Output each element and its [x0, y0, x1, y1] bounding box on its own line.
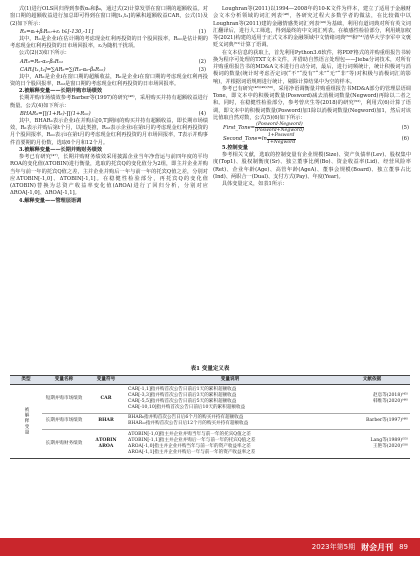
equation-number: (1)	[198, 28, 206, 35]
paragraph: 参考相关文献，选取的控制变量有企业规模(Size)、资产负债率(Lev)、股权集中度(Top1)、股权制衡度(Sr)、独立董事比例(Bo)、资金收益率(Lid)、经营风险率(Ret)、企业年龄(Age)、高管年龄(AgeA)、董事会规模(Board)、独立董事占比(Ind)、两职合一(Dual)、支付方式(Pay)、年度(Year)。	[213, 152, 411, 180]
table-caption: 表1 变量定义表	[190, 366, 230, 372]
variable-symbol-cell: BHAR	[86, 413, 126, 429]
paragraph: 其中，BHARᵢₜ表示企业i在并购后[0,T]期间的购买并持有超额收益，即长期市场绩效，Rᵢₜ表示并购后第t个月，以此类推，Rₘₜ表示企业i在第t月的考虑现金红利再投资的月个股回报率，Rₘₜ表示i在第t月的考虑现金红利再投资的月市场回报率，T表示并购事件首要期的月份数，选取6个月和12个月。	[10, 117, 208, 146]
equation	[10, 58, 208, 66]
paragraph: 参考已有研究⁽⁴⁷⁾，长期并购财务绩效采用披露企业当年净营运与前四年度的平均ROA的变化值(ΔTOBIN)进行衡量，选取的托宾Q的变化值分为2组，即主并企业并购当年与前一年的托宾Q值之差，主并企业并购后一年与前一年的托宾Q值之差，分别对应ΔTOBIN[-1,0]、ΔTOBIN[-1,1]。在稳健性检验部分，再托宾Q的变化值(ΔTOBIN)替换为总资产收益率变化值(ΔROA)进行了回归分析，分别对应ΔROA[-1,0]、ΔROA[-1,1]。	[10, 154, 208, 197]
paragraph: 公式(2)(3)如下所示：	[18, 50, 70, 57]
section-heading: 4.解释变量——管理层语调	[18, 197, 82, 204]
equation-number: (2)	[198, 58, 206, 65]
table-header-cell: 变量符号	[86, 376, 126, 385]
equation-number: (3)	[198, 66, 206, 73]
variable-description-cell: ΔTOBIN[-1,0]指主并企业并购当年与前一年的托宾Q值之差 ΔTOBIN[-1,1]指主并企业并购后一年与前一年的托宾Q值之差 ΔROA[-1,0]指主并企业并购当年与前一年的资产收益率之差 ΔROA[-1,1]指主并企业并购后一年与前一年的资产收益率之差	[126, 430, 334, 459]
fraction	[267, 133, 296, 144]
table-header-cell: 文献依据	[334, 376, 410, 385]
section-heading: 3.被解释变量——长期并购财务绩效	[18, 146, 103, 153]
equation-number: (5)	[401, 124, 409, 131]
table-header-cell: 变量说明	[126, 376, 334, 385]
paragraph: 式(1)进行OLS回归得到参数α₀和β₀，通过式(2)计算发票在窗口期的超额收益。对窗口期的超额收益进行加总即可得到在窗口期[t₁,t₂]的累积超额收益CAR，公式(1)及(2)如下所示：	[10, 6, 208, 27]
equation-body: CARᵢ[t₁,t₂]=∑ARᵢₜ=∑(Rᵢₜ-α₀-β₀Rₘₜ)	[20, 66, 106, 73]
paragraph: 其中，Rᵢₜ是企业i在估计期的考虑现金红利再投资的日个股回报率，Rₘₜ是估计期的考虑现金红利再投资的日市场回报率，εᵢ为随机干扰项。	[10, 35, 208, 49]
fraction	[255, 122, 304, 133]
equation-body: ARᵢₜ=Rᵢₜ-α₀-β₀Rₘₜ	[20, 58, 64, 65]
type-cell: 被解释变量	[10, 385, 42, 459]
paragraph: 参考已有研究⁽⁴⁸⁾⁽⁴⁹⁾⁽⁵⁰⁾，采用净语调衡量并购重组报告书MD&A部分的管理层语调Tone，即文本中的积极词数量(Posword)减去消极词数量(Negword)再除以二者之和。同时，在稳健性检验部分，参考曾庆生等(2018)的研究⁽⁵²⁾，利用式(6)计算了语调，即文本中的积极词数量(Posword)加1除以消极词数量(Negword)加1，然后对该比值取自然对数，公式(5)(6)如下所示：	[213, 85, 411, 121]
paragraph: 在文本信息的获取上，首先利用Python3.6软件，将PDF格式的并购重组报告书转换为程序可处理的TXT文本文件，并借助自然语言处理包——Jieba分词技术，对所有并购重组报告书的MD&A文本进行自动分词，最后，进行词频统计，统计积极词与消极词的数量(统计时考虑否定词(“不”“没有”“未”“无”“非”等)对积极与消极词汇的影响)，并根据词语规则进行统计，剔除计算结果中为空的样本。	[213, 49, 411, 85]
variable-symbol-cell: ΔTOBIN ΔROA	[86, 430, 126, 459]
left-column	[10, 6, 208, 205]
equation-number: (6)	[401, 136, 409, 143]
equation-body	[223, 133, 296, 144]
equation-lhs: Second_Tone=ln	[223, 136, 267, 143]
reference-cell: Lang等(1989)⁽⁵⁵⁾ 王艳等(2020)⁽⁵⁰⁾	[334, 430, 410, 459]
numerator: 1+Posword	[267, 133, 295, 139]
page-footer	[0, 538, 420, 556]
equation	[10, 66, 208, 74]
paragraph: Loughran等(2011)以1994—2008年的10-K文件为样本，建立了适用于金融财会文本分析领域的词汇列表⁽⁴⁸⁾，各研究过程大多数学者的做法，在比较做中以Loughran等(2011)建的金融情感类词汇列表⁽⁴⁹⁾为基础，利用有道词典对所有英文词汇翻译后，进行人工筛选，得到最终的中文词汇列表。在敏感性检验部分，利用姚加权等(2021)构建的适用于正式文本的金融领域中文情绪词典⁽⁵⁰⁾和⁽⁵¹⁾清华大学李军中文褒贬义词典⁽⁵¹⁾计算了语调。	[213, 6, 411, 49]
variable-name-cell: 长期并购财务绩效	[42, 430, 86, 459]
table-row	[10, 385, 410, 414]
page-number: 89	[399, 543, 408, 551]
table-header-cell: 变量名称	[42, 376, 86, 385]
variable-symbol-cell: CAR	[86, 385, 126, 414]
right-column	[213, 6, 411, 188]
section-heading: 5.控制变量	[221, 144, 248, 151]
variable-definition-table	[10, 364, 410, 459]
paragraph: 具体变量定义，如表1所示：	[221, 181, 288, 188]
table-row	[10, 413, 410, 429]
denominator: (Posword+Negword)	[255, 128, 304, 134]
variable-name-cell: 短期并购市场绩效	[42, 385, 86, 414]
journal-brand: 财会月刊	[361, 542, 394, 552]
table-header-cell: 类型	[10, 376, 42, 385]
denominator: 1+Negword	[267, 139, 296, 145]
table-row	[10, 430, 410, 459]
equation	[213, 133, 411, 144]
equation-body: BHARᵢₜ=∏(1+Rᵢₜ)-∏(1+Rₘₜ)	[20, 110, 91, 117]
equation	[10, 28, 208, 36]
equation-lhs: First_Tone=	[223, 125, 256, 132]
variable-description-cell: BHAR₆指并购首次公告日后6个月的购买并持有超额收益 BHAR₁₂指并购首次公告日后12个月的购买并持有超额收益	[126, 413, 334, 429]
equation-body: Rᵢₜ=αᵢ+βᵢRₘₜ+εᵢ t∈[-130,-11]	[20, 28, 94, 35]
equation	[10, 110, 208, 118]
paragraph: 长期并购市场绩效参考Barber等(1997)的研究⁽⁴⁶⁾，采用购买并持有超额收益进行衡量。公式(4)如下所示：	[10, 95, 208, 109]
variable-name-cell: 长期并购市场绩效	[42, 413, 86, 429]
reference-cell: 赵息等(2018)⁽⁴⁵⁾ 韩维等(2020)⁽⁴⁶⁾	[334, 385, 410, 414]
table-header-row	[10, 376, 410, 385]
equation-number: (4)	[198, 110, 206, 117]
equation	[213, 122, 411, 133]
numerator: (Posword-Negword)	[256, 122, 303, 127]
section-heading: 2.被解释变量——长期并购市场绩效	[18, 88, 103, 94]
reference-cell: Barber等(1997)⁽⁴⁶⁾	[334, 413, 410, 429]
equation-body	[223, 122, 304, 133]
variable-description-cell: CAR[-1,1]指并购首次公告日前后1天的累积超额收益 CAR[-3,3]指并购首次公告日前后3天的累积超额收益 CAR[-5,5]指并购首次公告日前后5天的累积超额收益 CAR[-10,10]指并购首次公告日前后10天的累积超额收益	[126, 385, 334, 414]
paragraph: 其中，ARᵢₜ是企业i在窗口期的超额收益，Rᵢₜ是企业i在窗口期的考虑现金红利再投资的日个股回报率，Rₘₜ是窗口期的考虑现金红利再投资的日市场回报率。	[10, 73, 208, 87]
issue-label: 2023年第5期	[311, 543, 356, 551]
